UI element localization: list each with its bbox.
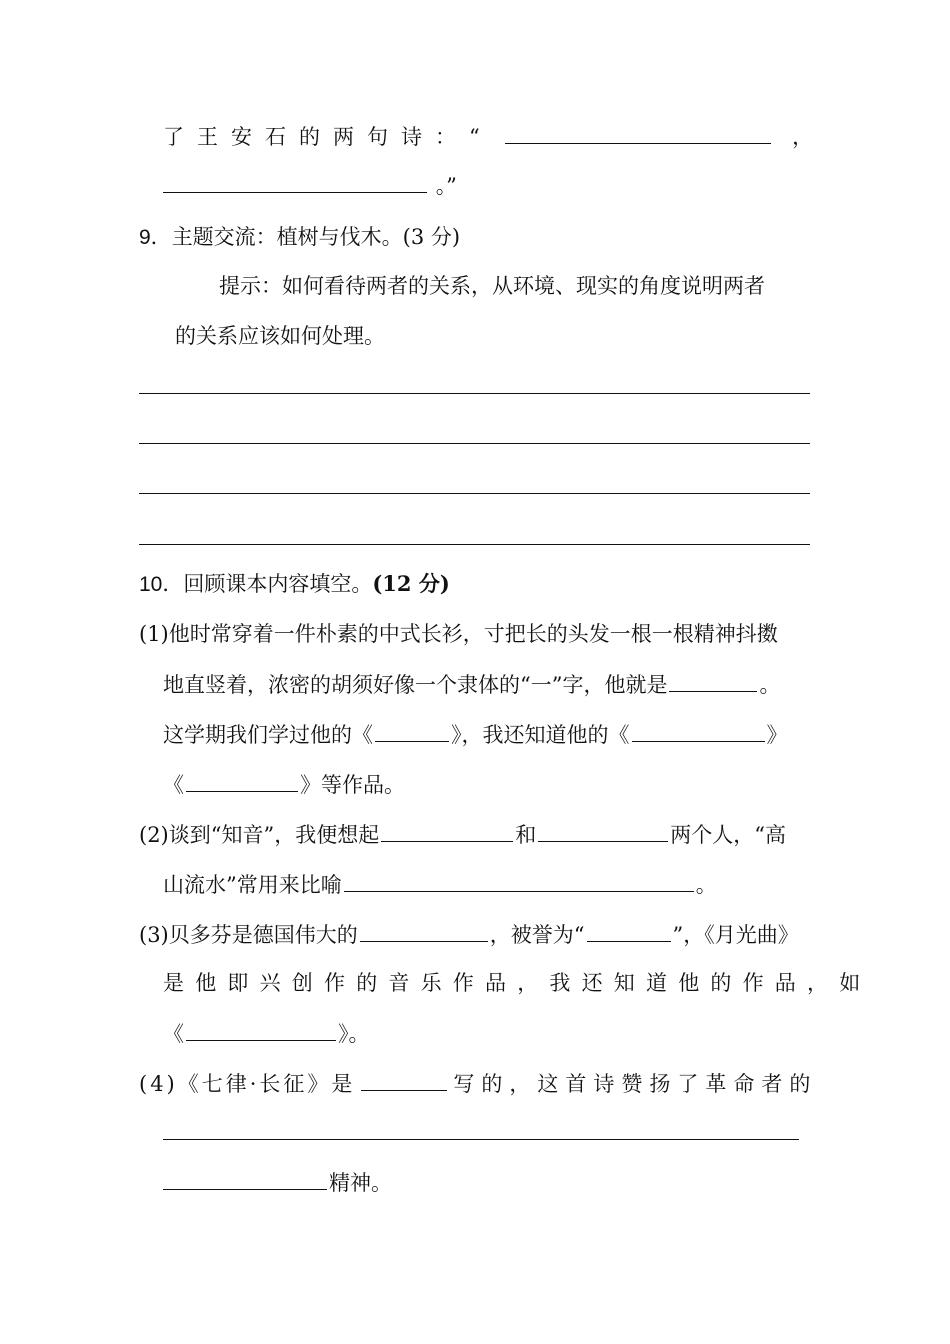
q10-number: 10． — [139, 573, 184, 596]
q10-p4-text-1a: (4)《七律·长征》是 — [139, 1072, 356, 1096]
q10-p2-text-2b: 。 — [695, 873, 717, 897]
q10-p1-text-4a: 《 — [163, 773, 184, 797]
q10-p2-line-2 — [163, 869, 717, 900]
q8-line-1 — [163, 121, 813, 152]
q10-p1-text-2a: 地直竖着，浓密的胡须好像一个隶体的“一”字，他就是 — [163, 673, 668, 697]
q9-answer-line-1[interactable] — [139, 393, 810, 394]
q10-p1-blank-work-1[interactable] — [632, 719, 765, 742]
q10-p4-text-3b: 精神。 — [329, 1171, 392, 1195]
q10-p2-blank-person-1[interactable] — [381, 819, 513, 842]
q10-p1-line-2 — [163, 669, 780, 700]
q10-p1-text-1: (1)他时常穿着一件朴素的中式长衫，寸把长的头发一根一根精神抖擞 — [139, 622, 778, 646]
q10-p2-text-1a: (2)谈到“知音”，我便想起 — [139, 823, 380, 847]
q10-p1-line-4 — [163, 769, 405, 800]
q10-p1-text-2b: 。 — [759, 673, 781, 697]
q10-p1-line-3 — [163, 719, 788, 750]
q9-hint-line-1 — [219, 271, 765, 301]
q10-p3-text-1a: (3)贝多芬是德国伟大的 — [139, 923, 358, 947]
q8-blank-2[interactable] — [163, 170, 427, 193]
q9-hint-line-2 — [175, 321, 385, 351]
q8-end: 。” — [435, 174, 457, 198]
q10-p3-text-3b: 》。 — [338, 1022, 370, 1046]
q10-p4-blank-spirit[interactable] — [163, 1167, 327, 1190]
q10-p4-answer-line[interactable] — [163, 1139, 799, 1140]
q10-score: (12 分) — [372, 571, 450, 596]
q9-answer-line-3[interactable] — [139, 493, 810, 494]
q10-p1-line-1 — [139, 619, 778, 649]
q10-p3-text-1b: ，被誉为“ — [489, 923, 585, 947]
q10-p2-blank-meaning[interactable] — [344, 869, 694, 892]
q10-p4-line-3 — [163, 1167, 392, 1198]
q10-p4-text-1b: 写的，这首诗赞扬了革命者的 — [453, 1072, 818, 1096]
q9-hint-2: 的关系应该如何处理。 — [175, 324, 385, 348]
q10-p1-text-3a: 这学期我们学过他的《 — [163, 723, 373, 747]
q10-p3-text-3a: 《 — [163, 1022, 184, 1046]
q10-p3-text-2: 是他即兴创作的音乐作品，我还知道他的作品，如 — [163, 971, 872, 995]
q9-hint-1: 提示：如何看待两者的关系，从环境、现实的角度说明两者 — [219, 274, 765, 298]
q9-title: 主题交流：植树与伐木。(3 分) — [171, 225, 461, 249]
q9-title-line — [139, 222, 460, 253]
q9-number: 9． — [139, 226, 172, 249]
q10-title-line — [139, 569, 450, 600]
q8-text: 了王安石的两句诗：“ — [163, 125, 493, 149]
q9-answer-line-2[interactable] — [139, 443, 810, 444]
q10-p3-line-1 — [139, 919, 799, 950]
q8-blank-1[interactable] — [505, 121, 771, 144]
q10-p1-blank-studied[interactable] — [375, 719, 449, 742]
q10-p1-text-3b: 》，我还知道他的《 — [451, 723, 630, 747]
q10-p2-text-1c: 两个人，“高 — [670, 823, 786, 847]
q10-title: 回顾课本内容填空。 — [183, 572, 373, 596]
q10-p3-blank-title[interactable] — [587, 919, 671, 942]
q10-p1-blank-work-2[interactable] — [186, 769, 298, 792]
q10-p3-blank-work[interactable] — [186, 1018, 336, 1041]
q10-p3-text-1c: ”，《月光曲》 — [672, 923, 799, 947]
q9-answer-line-4[interactable] — [139, 544, 810, 545]
q10-p4-line-1 — [139, 1068, 817, 1099]
q10-p1-text-4b: 》等作品。 — [300, 773, 405, 797]
q10-p2-text-1b: 和 — [515, 823, 537, 847]
q8-line-2 — [163, 170, 457, 201]
q10-p2-line-1 — [139, 819, 786, 850]
q10-p1-blank-author[interactable] — [669, 669, 757, 692]
q10-p3-blank-role[interactable] — [360, 919, 488, 942]
q8-comma: ， — [792, 125, 814, 149]
q10-p1-text-3c: 》 — [766, 723, 788, 747]
q10-p3-line-2 — [163, 968, 871, 998]
q10-p2-blank-person-2[interactable] — [538, 819, 668, 842]
q10-p4-blank-author[interactable] — [361, 1068, 447, 1091]
q10-p3-line-3 — [163, 1018, 370, 1049]
q10-p2-text-2a: 山流水”常用来比喻 — [163, 873, 342, 897]
